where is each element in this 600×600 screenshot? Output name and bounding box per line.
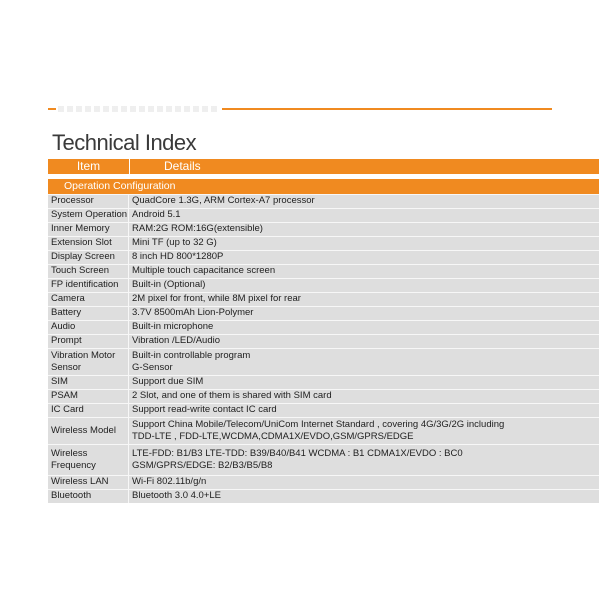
row-value (129, 349, 599, 375)
row-value: RAM:2G ROM:16G(extensible) (132, 223, 263, 234)
row-label-line: Sensor (51, 362, 82, 373)
table-row (48, 417, 599, 444)
row-value: Multiple touch capacitance screen (132, 265, 276, 276)
table-row (48, 348, 599, 375)
row-label: Extension Slot (48, 237, 129, 250)
row-value: QuadCore 1.3G, ARM Cortex-A7 processor (132, 195, 315, 206)
table-row (48, 208, 599, 222)
table-row (48, 334, 599, 348)
table-row (48, 236, 599, 250)
table-row (48, 292, 599, 306)
row-value: Built-in (Optional) (132, 279, 206, 290)
row-value: Support due SIM (132, 376, 204, 387)
row-value: Support read-write contact IC card (132, 404, 277, 415)
row-label (48, 349, 129, 375)
row-label-line: Wireless (51, 448, 88, 459)
row-label: Camera (48, 293, 129, 306)
row-value: Mini TF (up to 32 G) (132, 237, 217, 248)
table-header (48, 159, 599, 174)
table-row (48, 389, 599, 403)
row-value: 2 Slot, and one of them is shared with SIM card (132, 390, 332, 401)
spec-table (48, 159, 599, 503)
row-label: Display Screen (48, 251, 129, 264)
table-row (48, 320, 599, 334)
row-value-line: GSM/GPRS/EDGE: B2/B3/B5/B8 (132, 460, 273, 471)
row-value-line: Built-in controllable program (132, 350, 251, 361)
row-label: FP identification (48, 279, 129, 292)
row-value-line: LTE-FDD: B1/B3 LTE-TDD: B39/B40/B41 WCDMA : B1 CDMA1X/EVDO : BC0 (132, 448, 463, 459)
row-label: Touch Screen (48, 265, 129, 278)
row-label: Bluetooth (48, 490, 129, 503)
column-header-details: Details (164, 159, 201, 173)
table-row (48, 475, 599, 489)
header-rule-right (222, 108, 552, 110)
row-value: 3.7V 8500mAh Lion-Polymer (132, 307, 254, 318)
table-row (48, 403, 599, 417)
row-value: Bluetooth 3.0 4.0+LE (132, 490, 222, 501)
row-label: Wireless LAN (48, 476, 129, 489)
row-label: SIM (48, 376, 129, 389)
row-value (129, 445, 599, 475)
row-label-line: Frequency (51, 460, 96, 471)
row-value: 2M pixel for front, while 8M pixel for rear (132, 293, 301, 304)
row-value-line: G-Sensor (132, 362, 173, 373)
header-rule-left (48, 108, 56, 110)
row-label: PSAM (48, 390, 129, 403)
row-value: 8 inch HD 800*1280P (132, 251, 224, 262)
row-value-line: Support China Mobile/Telecom/UniCom Internet Standard , covering 4G/3G/2G including (132, 419, 505, 430)
row-value: Built-in microphone (132, 321, 214, 332)
table-row (48, 444, 599, 475)
table-row (48, 250, 599, 264)
row-value: Vibration /LED/Audio (132, 335, 221, 346)
table-row (48, 222, 599, 236)
row-value: Wi-Fi 802.11b/g/n (132, 476, 207, 487)
row-label: Battery (48, 307, 129, 320)
table-row (48, 278, 599, 292)
row-label: Inner Memory (48, 223, 129, 236)
column-header-item: Item (48, 159, 130, 174)
table-row (48, 306, 599, 320)
row-label: Prompt (48, 335, 129, 348)
row-label: System Operation (48, 209, 129, 222)
row-label: Audio (48, 321, 129, 334)
row-label: IC Card (48, 404, 129, 417)
table-row (48, 194, 599, 208)
row-value: Android 5.1 (132, 209, 181, 220)
row-label: Wireless Model (48, 418, 129, 444)
section-header: Operation Configuration (48, 179, 599, 194)
row-label (48, 445, 129, 475)
table-row (48, 375, 599, 389)
faded-header-text (58, 106, 218, 112)
table-row (48, 489, 599, 503)
row-label: Processor (48, 195, 129, 208)
row-value (129, 418, 599, 444)
table-row (48, 264, 599, 278)
row-value-line: TDD-LTE , FDD-LTE,WCDMA,CDMA1X/EVDO,GSM/GPRS/EDGE (132, 431, 414, 442)
row-label-line: Vibration Motor (51, 350, 116, 361)
page-title: Technical Index (52, 130, 197, 155)
